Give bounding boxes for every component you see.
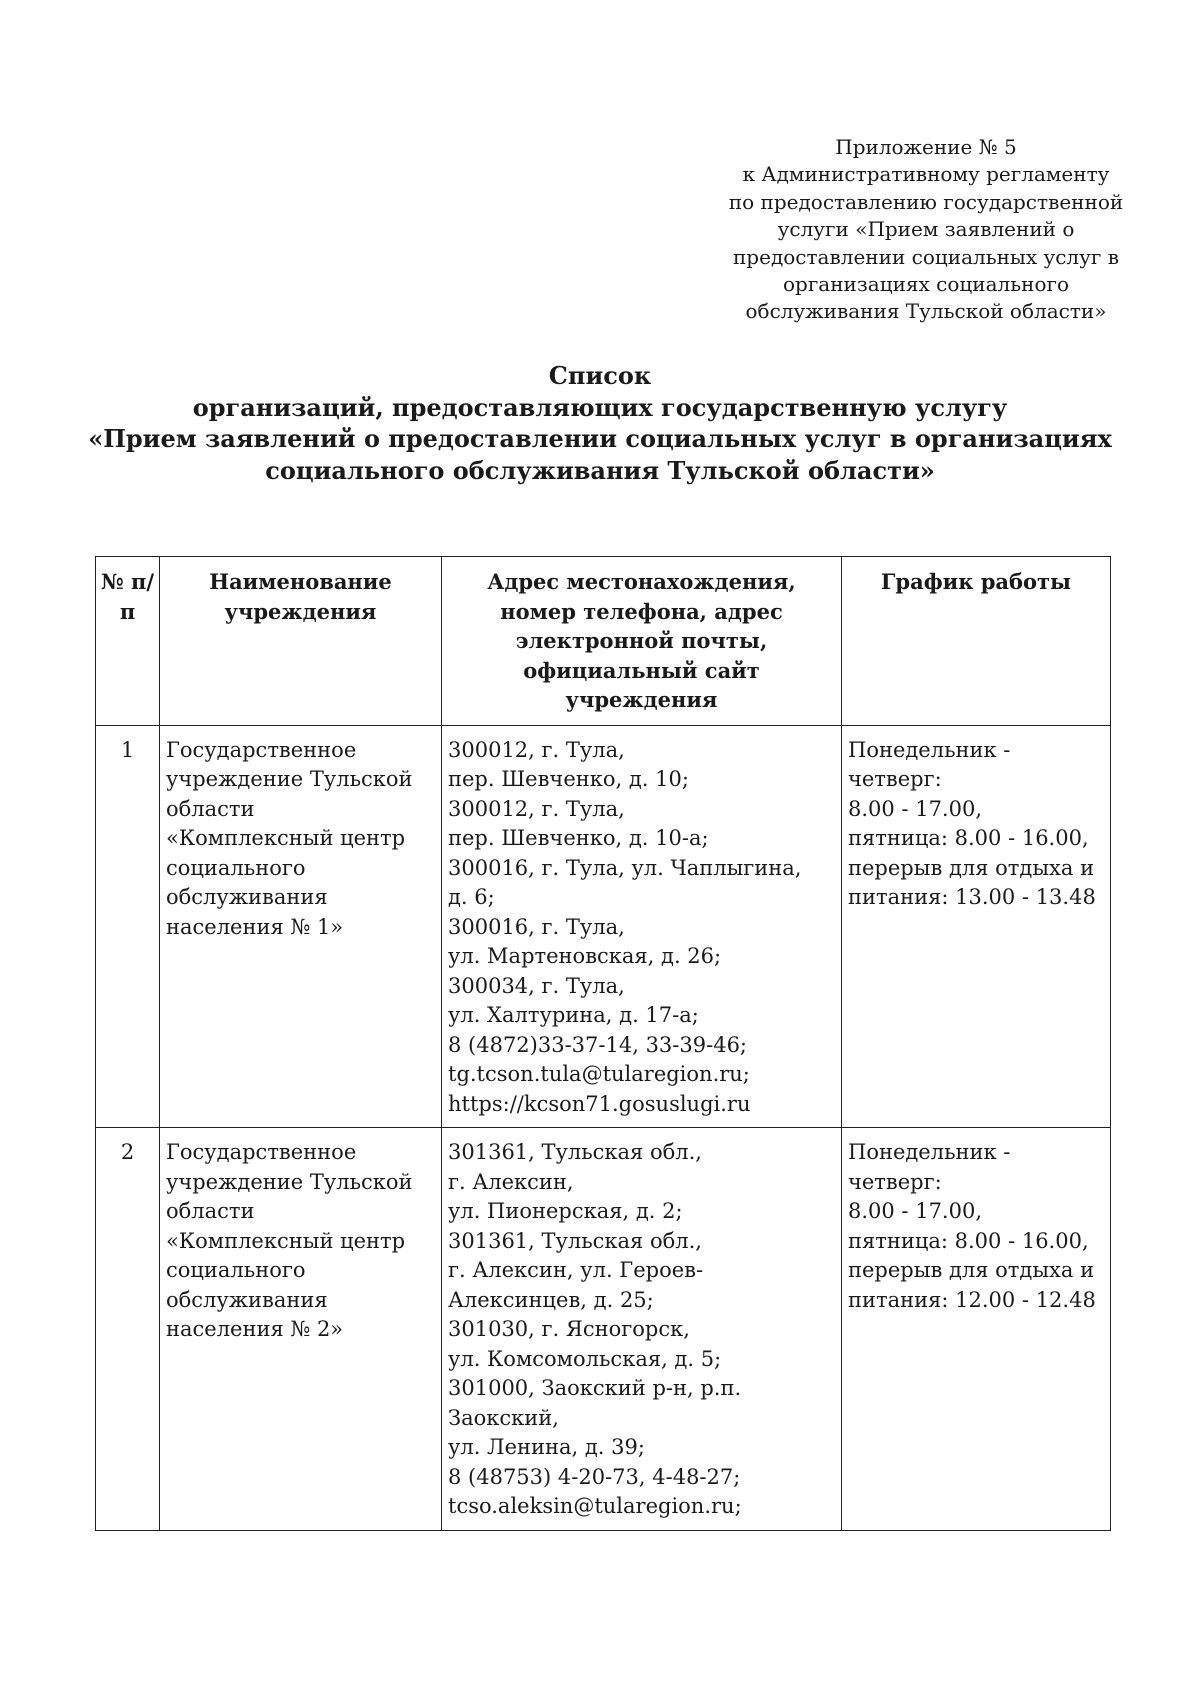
org-name-line: области bbox=[166, 796, 255, 821]
address-line: пер. Шевченко, д. 10-а; bbox=[448, 826, 709, 850]
org-name-line: Государственное bbox=[166, 737, 357, 762]
title-line: организаций, предоставляющих государственную услугу bbox=[192, 392, 1008, 422]
org-name-line: учреждение Тульской bbox=[166, 1169, 413, 1194]
address-line: пер. Шевченко, д. 10; bbox=[448, 767, 689, 791]
address-line: ул. Комсомольская, д. 5; bbox=[448, 1346, 722, 1371]
org-name-line: учреждение Тульской bbox=[166, 767, 413, 791]
address-cell bbox=[442, 725, 842, 1128]
address-line: 301030, г. Ясногорск, bbox=[448, 1317, 690, 1341]
row-number: 2 bbox=[96, 1128, 160, 1531]
table-row bbox=[96, 1128, 1111, 1531]
header-line: № bbox=[100, 569, 124, 594]
website-link[interactable]: https://kcson71.gosuslugi.ru bbox=[448, 1091, 751, 1116]
address-line: 300016, г. Тула, bbox=[448, 914, 625, 939]
schedule-line: пятница: 8.00 - 16.00, bbox=[848, 826, 1089, 850]
annex-line: по предоставлению государственной bbox=[728, 189, 1124, 214]
org-name-cell bbox=[160, 725, 442, 1128]
address-line: г. Алексин, bbox=[448, 1169, 574, 1194]
title-line: «Прием заявлений о предоставлении социальных услуг в организациях bbox=[88, 424, 1112, 453]
email-link[interactable]: tg.tcson.tula@tularegion.ru; bbox=[448, 1062, 750, 1086]
row-number: 1 bbox=[96, 725, 160, 1128]
annex-header bbox=[706, 134, 1146, 326]
org-name-line: «Комплексный центр bbox=[166, 1228, 406, 1253]
address-line: г. Алексин, ул. Героев- bbox=[448, 1258, 704, 1282]
phone-line: 8 (4872)33-37-14, 33-39-46; bbox=[448, 1032, 748, 1057]
title-line: Список bbox=[548, 361, 652, 390]
header-line: почты, официальный сайт bbox=[523, 628, 768, 683]
address-line: 300034, г. Тула, bbox=[448, 973, 625, 998]
address-line: ул. Ленина, д. 39; bbox=[448, 1435, 645, 1459]
header-address bbox=[442, 557, 842, 726]
header-line: График работы bbox=[880, 569, 1072, 594]
org-name-line: населения № 2» bbox=[166, 1317, 344, 1341]
phone-line: 8 (48753) 4-20-73, 4-48-27; bbox=[448, 1464, 741, 1489]
schedule-line: Понедельник - bbox=[848, 1140, 1011, 1164]
header-schedule bbox=[842, 557, 1111, 726]
schedule-cell bbox=[842, 725, 1111, 1128]
address-line: д. 6; bbox=[448, 885, 495, 909]
schedule-line: четверг: bbox=[848, 1169, 942, 1194]
schedule-cell bbox=[842, 1128, 1111, 1531]
schedule-line: питания: 12.00 - 12.48 bbox=[848, 1287, 1096, 1312]
org-name-cell bbox=[160, 1128, 442, 1531]
address-line: 301361, Тульская обл., bbox=[448, 1140, 702, 1164]
schedule-line: Понедельник - bbox=[848, 737, 1011, 762]
org-name-line: «Комплексный центр bbox=[166, 826, 406, 850]
schedule-line: четверг: bbox=[848, 767, 942, 791]
table-header-row bbox=[96, 557, 1111, 726]
address-line: 300012, г. Тула, bbox=[448, 737, 625, 762]
annex-line: обслуживания Тульской области» bbox=[745, 299, 1107, 324]
address-line: ул. Пионерская, д. 2; bbox=[448, 1199, 683, 1223]
header-line: Наименование bbox=[209, 569, 392, 594]
address-cell bbox=[442, 1128, 842, 1531]
org-name-line: обслуживания bbox=[166, 885, 328, 909]
address-line: 301000, Заокский р-н, р.п. bbox=[448, 1376, 742, 1400]
header-line: учреждения bbox=[224, 598, 377, 624]
organizations-table bbox=[95, 556, 1111, 1531]
address-line: 300016, г. Тула, ул. Чаплыгина, bbox=[448, 855, 802, 880]
org-name-line: населения № 1» bbox=[166, 914, 344, 939]
org-name-line: области bbox=[166, 1199, 255, 1223]
annex-line: организациях социального bbox=[782, 272, 1070, 297]
address-line: ул. Халтурина, д. 17-а; bbox=[448, 1003, 699, 1027]
schedule-line: перерыв для отдыха и bbox=[848, 855, 1095, 880]
schedule-line: питания: 13.00 - 13.48 bbox=[848, 885, 1096, 909]
schedule-line: 8.00 - 17.00, bbox=[848, 796, 982, 821]
header-line: Адрес местонахождения, номер bbox=[487, 569, 796, 624]
address-line: 300012, г. Тула, bbox=[448, 796, 625, 821]
org-name-line: социального bbox=[166, 1258, 306, 1282]
annex-line: предоставлении социальных услуг в bbox=[732, 244, 1120, 269]
org-name-line: социального bbox=[166, 855, 306, 880]
email-link[interactable]: tcso.aleksin@tularegion.ru; bbox=[448, 1494, 742, 1518]
header-name bbox=[160, 557, 442, 726]
address-line: Алексинцев, д. 25; bbox=[448, 1287, 654, 1312]
header-line: учреждения bbox=[565, 687, 718, 712]
document-title bbox=[0, 360, 1200, 486]
table-row bbox=[96, 725, 1111, 1128]
address-line: ул. Мартеновская, д. 26; bbox=[448, 944, 722, 968]
org-name-line: Государственное bbox=[166, 1140, 357, 1164]
org-name-line: обслуживания bbox=[166, 1287, 328, 1312]
header-line: п/п bbox=[119, 569, 155, 624]
header-line: телефона, адрес электронной bbox=[515, 598, 783, 653]
address-line: 301361, Тульская обл., bbox=[448, 1228, 702, 1253]
annex-line: Приложение № 5 bbox=[835, 135, 1017, 159]
annex-line: услуги «Прием заявлений о bbox=[777, 217, 1075, 242]
header-num bbox=[96, 557, 160, 726]
annex-line: к Административному регламенту bbox=[742, 162, 1110, 187]
schedule-line: перерыв для отдыха и bbox=[848, 1258, 1095, 1282]
schedule-line: пятница: 8.00 - 16.00, bbox=[848, 1228, 1089, 1253]
title-line: социального обслуживания Тульской области» bbox=[265, 455, 935, 485]
address-line: Заокский, bbox=[448, 1405, 559, 1430]
schedule-line: 8.00 - 17.00, bbox=[848, 1199, 982, 1223]
